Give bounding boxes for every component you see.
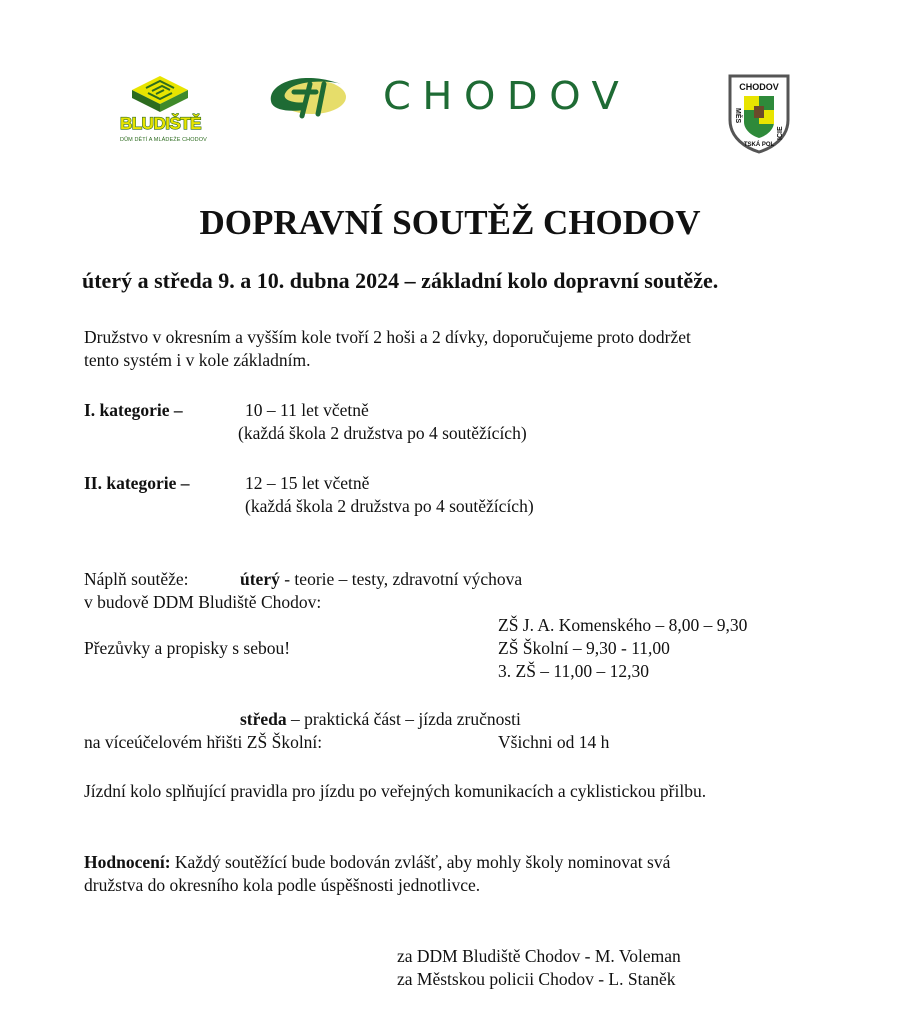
signature-ddm: za DDM Bludiště Chodov - M. Voleman	[397, 946, 681, 966]
police-badge-top-text: CHODOV	[739, 82, 779, 92]
category-2-note: (každá škola 2 družstva po 4 soutěžících)	[245, 496, 534, 516]
bludiste-subtitle: DŮM DĚTÍ A MLÁDEŽE CHODOV	[120, 137, 207, 143]
svg-text:ICIE: ICIE	[777, 126, 784, 140]
program-label: Náplň soutěže:	[84, 569, 189, 589]
tuesday-place: v budově DDM Bludiště Chodov:	[84, 592, 322, 612]
bludiste-logo	[112, 72, 224, 150]
wednesday-line	[240, 708, 521, 731]
wednesday-description: – praktická část – jízda zručnosti	[286, 709, 521, 729]
intro-line-1: Družstvo v okresním a vyšším kole tvoří 2 hoši a 2 dívky, doporučujeme proto dodržet	[84, 327, 691, 347]
intro-line-2: tento systém i v kole základním.	[84, 350, 311, 370]
tuesday-day: úterý	[240, 569, 280, 589]
svg-text:TSKÁ POL: TSKÁ POL	[743, 142, 775, 148]
tuesday-description: - teorie – testy, zdravotní výchova	[279, 569, 523, 589]
maze-icon	[112, 72, 224, 118]
category-1-ages: 10 – 11 let včetně	[245, 400, 369, 420]
bike-requirement: Jízdní kolo splňující pravidla pro jízdu po veřejných komunikacích a cyklistickou přilbu.	[84, 781, 707, 801]
schedule-item-3: 3. ZŠ – 11,00 – 12,30	[498, 661, 650, 681]
category-1-note: (každá škola 2 družstva po 4 soutěžících)	[238, 423, 527, 443]
page-title: DOPRAVNÍ SOUTĚŽ CHODOV	[199, 203, 701, 242]
city-police-badge	[724, 70, 794, 154]
chodov-wordmark: CHODOV	[383, 74, 631, 118]
category-2-label: II. kategorie –	[84, 473, 190, 493]
category-2-ages: 12 – 15 let včetně	[245, 473, 370, 493]
wednesday-time: Všichni od 14 h	[498, 732, 610, 752]
bludiste-wordmark: BLUDIŠTĚ	[120, 114, 201, 133]
bring-note: Přezůvky a propisky s sebou!	[84, 638, 291, 658]
wednesday-place: na víceúčelovém hřišti ZŠ Školní:	[84, 732, 323, 752]
evaluation-line-1	[84, 851, 670, 874]
chodov-city-logo	[264, 70, 354, 122]
police-shield-icon	[724, 70, 794, 154]
event-dates-heading: úterý a středa 9. a 10. dubna 2024 – základní kolo dopravní soutěže.	[82, 268, 719, 293]
evaluation-text: Každý soutěžící bude bodován zvlášť, aby mohly školy nominovat svá	[170, 852, 671, 872]
svg-text:MĚS: MĚS	[734, 108, 741, 124]
chodov-emblem-icon	[264, 70, 354, 122]
schedule-item-1: ZŠ J. A. Komenského – 8,00 – 9,30	[498, 615, 748, 635]
category-1-label: I. kategorie –	[84, 400, 183, 420]
signature-police: za Městskou policii Chodov - L. Staněk	[397, 969, 676, 989]
evaluation-label: Hodnocení:	[84, 852, 171, 872]
evaluation-line-2: družstva do okresního kola podle úspěšnosti jednotlivce.	[84, 875, 481, 895]
wednesday-day: středa	[240, 709, 287, 729]
tuesday-line	[240, 568, 522, 591]
schedule-item-2: ZŠ Školní – 9,30 - 11,00	[498, 638, 670, 658]
